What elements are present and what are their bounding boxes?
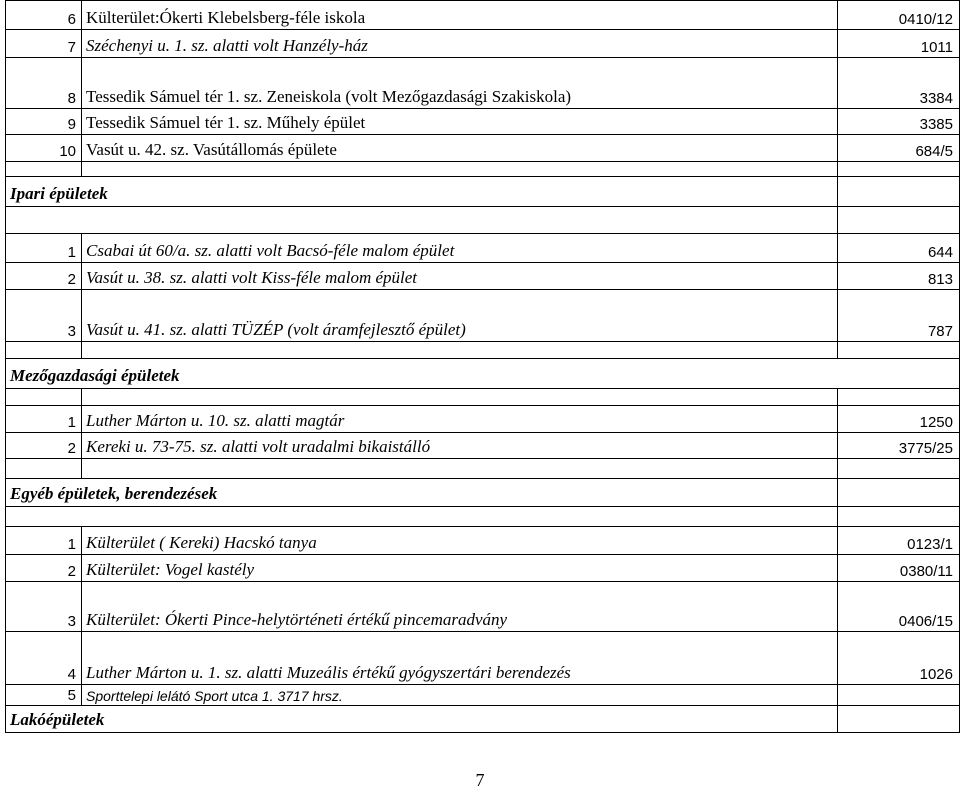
row-description: Kereki u. 73-75. sz. alatti volt uradalmi bikaistálló <box>82 433 838 459</box>
row-description: Vasút u. 41. sz. alatti TÜZÉP (volt áramfejlesztő épület) <box>82 290 838 342</box>
row-number: 1 <box>6 234 82 263</box>
table-row <box>6 582 960 632</box>
row-description: Csabai út 60/a. sz. alatti volt Bacsó-féle malom épület <box>82 234 838 263</box>
row-description: Külterület ( Kereki) Hacskó tanya <box>82 527 838 555</box>
row-number: 10 <box>6 135 82 162</box>
row-parcel-number: 0410/12 <box>838 1 960 30</box>
row-description: Luther Márton u. 1. sz. alatti Muzeális értékű gyógyszertári berendezés <box>82 632 838 685</box>
row-number: 3 <box>6 582 82 632</box>
table-row <box>6 290 960 342</box>
section-heading-row <box>6 706 960 733</box>
table-row-spacer <box>6 162 960 177</box>
section-title-other: Egyéb épületek, berendezések <box>6 479 838 507</box>
row-number: 3 <box>6 290 82 342</box>
row-parcel-number: 0380/11 <box>838 555 960 582</box>
section-heading-row <box>6 359 960 389</box>
section-title-agricultural: Mezőgazdasági épületek <box>6 359 960 389</box>
section-heading-row <box>6 479 960 507</box>
row-description: Vasút u. 42. sz. Vasútállomás épülete <box>82 135 838 162</box>
row-parcel-number: 1011 <box>838 30 960 58</box>
table-row <box>6 135 960 162</box>
row-parcel-number: 684/5 <box>838 135 960 162</box>
row-number: 1 <box>6 406 82 433</box>
row-number: 6 <box>6 1 82 30</box>
row-parcel-number: 3775/25 <box>838 433 960 459</box>
section-title-residential: Lakóépületek <box>6 706 838 733</box>
row-description: Luther Márton u. 10. sz. alatti magtár <box>82 406 838 433</box>
table-row <box>6 433 960 459</box>
table-row <box>6 263 960 290</box>
row-parcel-number: 1026 <box>838 632 960 685</box>
row-description: Külterület:Ókerti Klebelsberg-féle iskola <box>82 1 838 30</box>
row-description: Külterület: Vogel kastély <box>82 555 838 582</box>
row-parcel-number: 0123/1 <box>838 527 960 555</box>
table-row <box>6 58 960 109</box>
row-parcel-number: 0406/15 <box>838 582 960 632</box>
row-description: Tessedik Sámuel tér 1. sz. Zeneiskola (volt Mezőgazdasági Szakiskola) <box>82 58 838 109</box>
row-parcel-number: 3384 <box>838 58 960 109</box>
row-parcel-number: 787 <box>838 290 960 342</box>
table-row <box>6 234 960 263</box>
table-row-spacer <box>6 507 960 527</box>
section-title-industrial: Ipari épületek <box>6 177 838 207</box>
row-description: Vasút u. 38. sz. alatti volt Kiss-féle malom épület <box>82 263 838 290</box>
section-heading-row <box>6 177 960 207</box>
row-parcel-number: 644 <box>838 234 960 263</box>
table-row-spacer <box>6 459 960 479</box>
row-description: Tessedik Sámuel tér 1. sz. Műhely épület <box>82 109 838 135</box>
table-row-spacer <box>6 342 960 359</box>
row-number: 2 <box>6 433 82 459</box>
row-number: 2 <box>6 263 82 290</box>
table-row <box>6 527 960 555</box>
table-row <box>6 109 960 135</box>
table-row <box>6 632 960 685</box>
row-parcel-number: 3385 <box>838 109 960 135</box>
row-description: Széchenyi u. 1. sz. alatti volt Hanzély-ház <box>82 30 838 58</box>
table-row <box>6 685 960 706</box>
row-parcel-number: 1250 <box>838 406 960 433</box>
row-number: 7 <box>6 30 82 58</box>
monument-table <box>5 0 960 733</box>
row-number: 8 <box>6 58 82 109</box>
row-parcel-number: 813 <box>838 263 960 290</box>
table-row-spacer <box>6 207 960 234</box>
table-row <box>6 30 960 58</box>
table-row <box>6 555 960 582</box>
row-description: Sporttelepi lelátó Sport utca 1. 3717 hrsz. <box>82 685 838 706</box>
row-number: 9 <box>6 109 82 135</box>
row-number: 5 <box>6 685 82 706</box>
row-parcel-number <box>838 685 960 706</box>
table-row-spacer <box>6 389 960 406</box>
page-number: 7 <box>475 770 485 790</box>
row-number: 2 <box>6 555 82 582</box>
row-number: 1 <box>6 527 82 555</box>
table-row <box>6 406 960 433</box>
row-number: 4 <box>6 632 82 685</box>
row-description: Külterület: Ókerti Pince-helytörténeti értékű pincemaradvány <box>82 582 838 632</box>
table-row <box>6 1 960 30</box>
